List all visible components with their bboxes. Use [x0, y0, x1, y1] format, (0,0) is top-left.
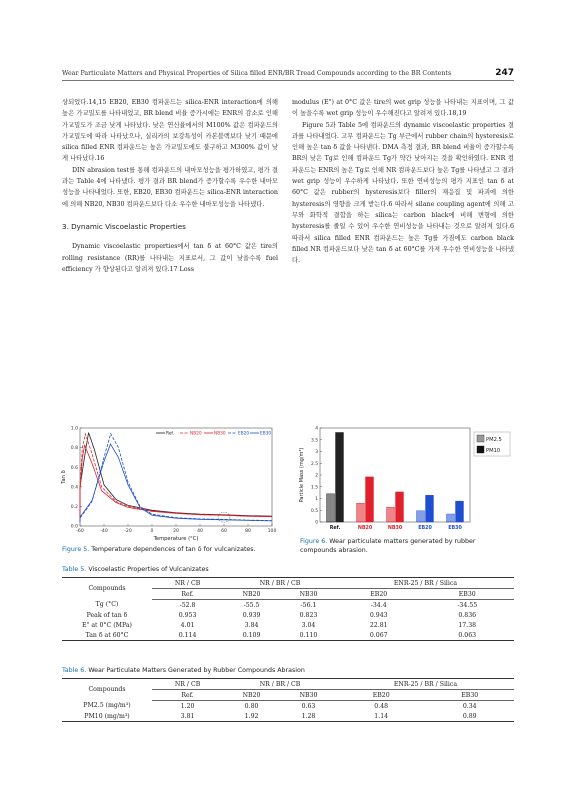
- legend-swatch-pm25: [477, 435, 484, 442]
- bar-pm10-ref: [336, 432, 344, 522]
- bar-pm10-eb20: [426, 495, 434, 522]
- table-5-label: Table 5.: [62, 566, 87, 573]
- table-cell: Peak of tan δ: [86, 611, 128, 619]
- legend-label: Ref.: [166, 431, 175, 437]
- legend-swatch-pm10: [477, 446, 484, 453]
- table-cell: 4.01: [180, 621, 195, 629]
- table-6-label: Table 6.: [62, 667, 87, 674]
- x-axis-label: Temperature (°C): [153, 536, 199, 542]
- table-6-header-compounds: Compounds: [62, 679, 152, 701]
- table-cell: Tan δ at 60°C: [62, 630, 152, 641]
- table-6-group-enr-br-silica: ENR-25 / BR / Silica: [337, 679, 514, 690]
- table-cell: 0.836: [458, 611, 477, 619]
- bar-pm10-eb30: [456, 501, 464, 522]
- y-tick-label: 1.0: [70, 426, 78, 432]
- table-5: [62, 577, 514, 641]
- table-6-sub-header: EB30: [425, 690, 514, 701]
- x-tick-label: 100: [267, 529, 277, 534]
- y-axis-label: Particle Mass (mg/m³): [299, 447, 305, 503]
- zoom-circle: [218, 512, 230, 522]
- legend-label-pm25: PM2.5: [486, 436, 502, 443]
- table-5-caption: [62, 566, 209, 573]
- table-5-sub-header: EB30: [420, 589, 514, 600]
- bar-pm10-nb30: [396, 492, 404, 522]
- legend-label: NB20: [190, 431, 202, 437]
- table-cell: PM2.5 (mg/m³): [83, 702, 131, 710]
- category-label: Ref.: [329, 526, 341, 531]
- table-5-sub-header: NB20: [223, 589, 280, 600]
- x-tick-label: 80: [245, 529, 251, 534]
- table-cell: 1.20: [180, 702, 195, 710]
- table-6-group-nr-br-cb: NR / BR / CB: [223, 679, 337, 690]
- table-cell: -34.4: [370, 601, 387, 609]
- running-header: [62, 70, 514, 77]
- left-column: [62, 97, 278, 275]
- y-tick-label: 0: [315, 520, 318, 526]
- table-5-sub-header: Ref.: [152, 589, 223, 600]
- figure-5-chart: [58, 422, 280, 544]
- table-6-caption: [62, 667, 305, 674]
- table-cell: 0.109: [223, 630, 280, 641]
- category-label: NB20: [357, 526, 373, 531]
- series-line-eb20: [80, 434, 272, 522]
- series-line-eb30: [80, 444, 272, 522]
- legend-label: EB30: [260, 431, 272, 437]
- table-cell: 22.81: [369, 621, 388, 629]
- table-cell: 3.04: [301, 621, 316, 629]
- y-tick-label: 0.0: [70, 524, 78, 530]
- table-5-group-nr-br-cb: NR / BR / CB: [223, 578, 337, 589]
- x-tick-label: -60: [76, 529, 84, 534]
- table-6-sub-header: Ref.: [152, 690, 223, 701]
- table-5-group-nr-cb: NR / CB: [152, 578, 223, 589]
- figure-5-text: Temperature dependences of tan δ for vulcanizates.: [91, 546, 256, 553]
- plot-frame: [80, 428, 272, 526]
- table-cell: 0.953: [178, 611, 197, 619]
- table-cell: -34.55: [457, 601, 478, 609]
- bar-pm25-eb30: [447, 514, 455, 522]
- table-6-group-nr-cb: NR / CB: [152, 679, 223, 690]
- legend-label: EB20: [238, 431, 250, 437]
- legend-label-pm10: PM10: [486, 447, 501, 454]
- table-cell: 0.34: [462, 702, 477, 710]
- bar-pm25-eb20: [417, 511, 425, 522]
- y-tick-label: 0.8: [70, 446, 78, 452]
- table-cell: 0.063: [420, 630, 514, 641]
- table-row: [62, 701, 514, 712]
- table-5-title: Viscoelastic Properties of Vulcanizates: [88, 566, 209, 573]
- x-tick-label: 20: [173, 529, 179, 534]
- table-6: [62, 678, 514, 722]
- table-row: [62, 600, 514, 611]
- x-tick-label: 0: [150, 529, 154, 534]
- table-6-sub-header: NB30: [280, 690, 337, 701]
- table-cell: Tg (°C): [95, 601, 119, 609]
- table-cell: 0.48: [374, 702, 389, 710]
- table-cell: E" at 0°C (MPa): [82, 621, 132, 629]
- table-cell: 3.81: [152, 711, 223, 722]
- series-line-ref: [80, 433, 272, 520]
- table-cell: 1.14: [337, 711, 425, 722]
- left-paragraph-1: 상되었다.14,15 EB20, EB30 컴파운드는 silica-ENR interaction에 의해 높은 가교밀도를 나타내었고, BR blend 비율 증가시에는 ENR의 감소로 인해 가교밀도가 조금 낮게 나타났다. 낮은 연신율에서의 M100% 값은 컴파운드의 가교밀도에 따라 나타났으나, 실리카의 보강특성이 카본블랙보다 낮기 때문에 silica filled ENR 컴파운드는 높은 가교밀도에도 불구하고 M300% 값이 낮게 나타났다.16: [62, 99, 278, 163]
- right-paragraph-1: modulus (E") at 0°C 값은 tire의 wet grip 성능을 나타내는 지표이며, 그 값이 높을수록 wet grip 성능이 우수해진다고 알려져 있다.18,19: [292, 99, 514, 118]
- table-row: [62, 610, 514, 620]
- category-label: EB20: [418, 526, 432, 531]
- table-cell: 0.110: [280, 630, 337, 641]
- table-cell: 0.823: [299, 611, 318, 619]
- series-line-nb20: [80, 434, 272, 520]
- table-cell: 1.92: [223, 711, 280, 722]
- table-cell: 3.84: [244, 621, 259, 629]
- table-6-title: Wear Particulate Matters Generated by Rubber Compounds Abrasion: [88, 667, 305, 674]
- y-tick-label: 0.6: [70, 465, 78, 471]
- figure-6-caption: [300, 537, 514, 555]
- table-cell: -56.1: [300, 601, 317, 609]
- category-label: NB30: [387, 526, 403, 531]
- table-cell: 0.80: [244, 702, 259, 710]
- right-column: [292, 97, 514, 266]
- table-row: [62, 620, 514, 630]
- table-6-sub-header: NB20: [223, 690, 280, 701]
- y-tick-label: 1.5: [311, 485, 318, 491]
- table-cell: PM10 (mg/m³): [62, 711, 152, 722]
- figure-5-caption: [62, 545, 282, 554]
- y-tick-label: 0.5: [311, 508, 318, 514]
- figure-6-label: Figure 6.: [300, 538, 328, 545]
- y-tick-label: 3: [315, 450, 318, 456]
- table-5-header-compounds: Compounds: [62, 578, 152, 600]
- category-label: EB30: [448, 526, 462, 531]
- table-cell: 0.943: [369, 611, 388, 619]
- section-title: 3. Dynamic Viscoelastic Properties: [62, 221, 186, 231]
- running-title: Wear Particulate Matters and Physical Properties of Silica filled ENR/BR Tread Compounds according to the BR Contents: [62, 70, 452, 77]
- table-cell: 17.38: [458, 621, 477, 629]
- left-paragraph-3: Dynamic viscoelastic properties에서 tan δ at 60°C 값은 tire의 rolling resistance (RR)를 나타내는 지표로서, 그 값이 낮을수록 fuel efficiency 가 향상된다고 알려져 있다.17 Loss: [62, 243, 278, 273]
- y-tick-label: 2.5: [311, 461, 318, 467]
- table-6-sub-header: EB20: [337, 690, 425, 701]
- table-5-sub-header: NB30: [280, 589, 337, 600]
- table-cell: 0.89: [425, 711, 514, 722]
- table-cell: 1.28: [280, 711, 337, 722]
- y-axis-label: Tan δ: [61, 470, 67, 484]
- table-cell: 0.63: [301, 702, 316, 710]
- table-5-group-enr-br-silica: ENR-25 / BR / Silica: [337, 578, 514, 589]
- figure-6-chart: [294, 424, 512, 536]
- table-cell: 0.114: [152, 630, 223, 641]
- table-row: [62, 630, 514, 641]
- table-5-sub-header: EB20: [337, 589, 421, 600]
- y-tick-label: 0.2: [70, 505, 78, 510]
- figure-6-text: Wear particulate matters generated by rubber compounds abrasion.: [300, 538, 476, 554]
- left-paragraph-2: DIN abrasion test를 통해 컴파운드의 내마모성능을 평가하였고, 평가 결과는 Table 4에 나타냈다. 평가 결과 BR blend가 증가할수록 우수한 내마모성능을 나타내었다. 또한, EB20, EB30 컴파운드는 silica-ENR interaction에 의해 NB20, NB30 컴파운드보다 다소 우수한 내마모성능을 나타냈다.: [62, 166, 278, 208]
- right-paragraph-2: Figure 5과 Table 5에 컴파운드의 dynamic viscoelastic properties 결과를 나타내었다. 고무 컴파운드는 Tg 부근에서 rubber chain의 hysteresis로 인해 높은 tan δ 값을 나타낸다. DMA 측정 결과, BR blend 비율이 증가할수록 BR의 낮은 Tg로 인해 컴파운드 Tg가 약간 낮아지는 것을 확인하였다. ENR 컴파운드는 ENR의 높은 Tg로 인해 NR 컴파운드보다 높은 Tg를 나타냈고 그 결과 wet grip 성능이 우수하게 나타났다. 또한 연비성능의 평가 지표인 tan δ at 60°C 값은 rubber의 hysteresis보다 filler의 재응집 및 파괴에 의한 hysteresis의 영향을 크게 받는다.6 따라서 silane coupling agent에 의해 고무와 화학적 결합을 하는 silica는 carbon black에 비해 변형에 의한 hysteresis를 줄일 수 있어 우수한 연비성능을 나타내는 것으로 알려져 있다.6 따라서 silica filled ENR 컴파운드는 높은 Tg를 가짐에도 carbon black filled NR 컴파운드보다 낮은 tan δ at 60°C를 가져 우수한 연비성능을 나타냈다.: [292, 121, 514, 265]
- series-line-nb30: [80, 445, 272, 521]
- y-tick-label: 1: [315, 497, 318, 503]
- table-row: [62, 711, 514, 722]
- x-tick-label: -40: [100, 529, 108, 534]
- x-tick-label: -20: [124, 529, 132, 534]
- x-tick-label: 60: [221, 529, 227, 534]
- figure-5-label: Figure 5.: [62, 546, 90, 553]
- bar-pm25-nb20: [357, 503, 365, 522]
- table-cell: -52.8: [179, 601, 196, 609]
- bar-pm25-ref: [327, 494, 335, 522]
- table-cell: 0.067: [337, 630, 421, 641]
- table-cell: -55.5: [243, 601, 260, 609]
- table-cell: 0.939: [242, 611, 261, 619]
- page-number: 247: [495, 68, 514, 78]
- bar-pm10-nb20: [366, 477, 374, 522]
- bar-pm25-nb30: [387, 507, 395, 522]
- x-tick-label: 40: [197, 529, 203, 534]
- header-rule: [62, 80, 514, 81]
- y-tick-label: 2: [315, 473, 318, 479]
- legend-label: NB30: [214, 431, 226, 437]
- y-tick-label: 4: [315, 426, 318, 432]
- y-tick-label: 0.4: [70, 485, 78, 491]
- y-tick-label: 3.5: [311, 438, 318, 444]
